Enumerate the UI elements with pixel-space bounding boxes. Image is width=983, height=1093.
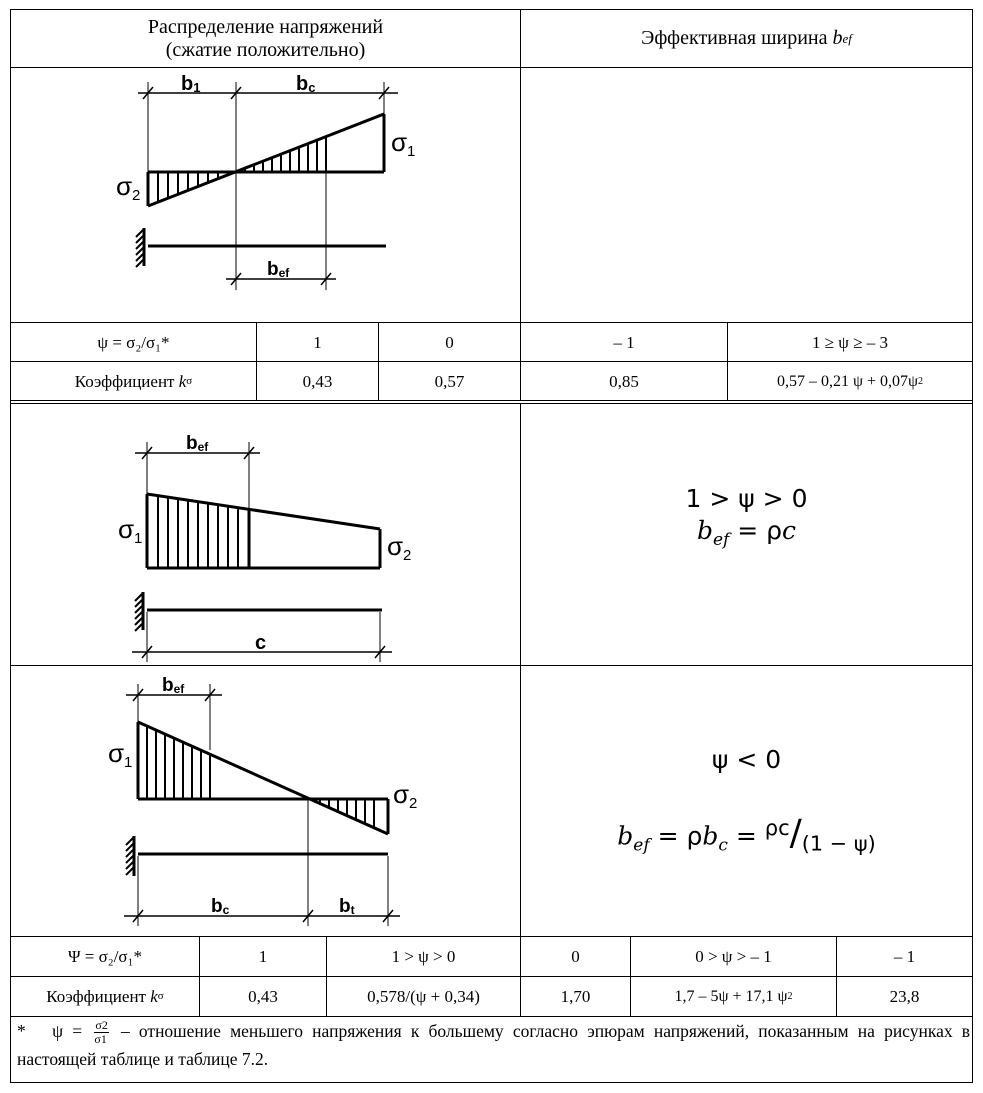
formula2-lhs: b [696, 516, 713, 545]
t1-psi-value [379, 323, 520, 361]
formula3-lhs-sub: ef [633, 835, 650, 856]
t2-k-label [11, 977, 199, 1016]
footnote [17, 1018, 970, 1073]
t1-k-formula-sup: 2 [918, 375, 924, 387]
t2-k-label-text: Коэффициент [46, 987, 151, 1006]
label-sigma2: σ2 [387, 531, 412, 564]
t2-k-formula-sup: 2 [787, 991, 793, 1002]
t2-k-fraction: 0,578/(ψ + 0,34) [367, 987, 480, 1006]
footnote-text: – отношение меньшего напряжения к большему согласно эпюрам напряжений, показанным на рисунках в настоящей таблице и таблице 7.2. [17, 1021, 971, 1070]
t2-psi-label [11, 937, 199, 976]
t2-k-formula [631, 977, 836, 1016]
formula3-eq1: = ρ [649, 821, 703, 851]
label-bc: bc [211, 896, 230, 917]
footnote-psi: ψ = [52, 1021, 83, 1041]
label-sigma1: σ1 [118, 514, 143, 547]
formula3-mid-sub: c [718, 835, 728, 856]
t1-k-formula [728, 362, 972, 400]
header-col1-line2: (сжатие положительно) [165, 38, 366, 61]
t1-psi-value [728, 323, 972, 361]
t2-k-sub: σ [157, 990, 164, 1002]
label-sigma2: σ2 [393, 779, 418, 812]
header-col2-sub: ef [842, 31, 852, 46]
t2-psi-value [631, 937, 836, 976]
header-stress-distribution [11, 10, 520, 67]
header-col2-text: Эффективная ширина [641, 27, 833, 49]
formula3-eq2: = [727, 821, 765, 851]
formula3-num: ρc [764, 816, 790, 840]
header-col1-line1: Распределение напряжений [147, 15, 384, 38]
t1-k-symbol: k [178, 371, 187, 391]
t2-psi-minus1: – 1 [893, 947, 916, 966]
t1-psi-0: 0 [445, 332, 454, 352]
header-col2-symbol: b [832, 27, 843, 49]
formula3-condition: ψ < 0 [711, 745, 782, 774]
t2-psi-range1: 1 > ψ > 0 [391, 947, 456, 966]
stress-diagram-1 [100, 70, 416, 320]
footnote-fraction [94, 1019, 108, 1046]
stress-diagram-2 [100, 425, 412, 665]
t1-k-0-85: 0,85 [609, 371, 639, 391]
formula2-lhs-sub: ef [712, 530, 730, 550]
formula2-equation [521, 515, 972, 556]
t1-k-0-43: 0,43 [302, 371, 333, 391]
label-bc: bc [296, 73, 316, 95]
stress-diagram-3 [100, 668, 420, 934]
formula-case-negative [521, 744, 972, 861]
t1-psi-value [257, 323, 378, 361]
t2-k-formula-text: 1,7 – 5ψ + 17,1 ψ [674, 988, 788, 1005]
t1-psi-label [11, 323, 256, 361]
label-b1: b1 [181, 73, 201, 95]
t1-k-value [257, 362, 378, 400]
t2-k-value [837, 977, 972, 1016]
t2-k-value [521, 977, 630, 1016]
formula3-equation [521, 812, 972, 861]
t1-k-formula-text: 0,57 – 0,21 ψ + 0,07ψ [776, 372, 919, 390]
t1-k-label-text: Коэффициент [74, 371, 179, 391]
t2-psi-label-text: Ψ = σ₂/σ₁* [67, 947, 143, 966]
t2-k-1-70: 1,70 [560, 987, 591, 1006]
label-bef: bef [186, 433, 209, 454]
label-bt: bt [339, 896, 355, 917]
formula3-den: (1 − ψ) [801, 831, 876, 856]
t2-k-value [200, 977, 326, 1016]
t2-psi-0: 0 [571, 947, 580, 966]
t2-psi-range2: 0 > ψ > – 1 [695, 947, 772, 966]
t2-k-value [327, 977, 520, 1016]
footnote-frac-den: σ1 [94, 1032, 107, 1047]
t2-psi-value [327, 937, 520, 976]
formula3-slash: / [789, 812, 802, 854]
t1-k-value [379, 362, 520, 400]
t2-psi-value [521, 937, 630, 976]
formula-case-positive [521, 483, 972, 556]
footnote-star: * [17, 1021, 26, 1041]
t1-psi-minus1: – 1 [613, 332, 635, 352]
t2-psi-value [837, 937, 972, 976]
t1-psi-value [521, 323, 727, 361]
t1-k-0-57: 0,57 [434, 371, 465, 391]
formula2-condition: 1 > ψ > 0 [685, 484, 808, 513]
label-sigma1: σ1 [391, 127, 416, 160]
footnote-frac-num: σ2 [95, 1018, 108, 1033]
t1-psi-label-text: ψ = σ₂/σ₁* [97, 332, 170, 352]
label-c: c [255, 632, 267, 654]
label-bef: bef [267, 259, 290, 280]
label-sigma2: σ2 [116, 171, 141, 204]
t1-k-label [11, 362, 256, 400]
t1-psi-1: 1 [313, 332, 322, 352]
t2-psi-value [200, 937, 326, 976]
formula2-rhs: = ρ [729, 516, 783, 545]
label-sigma1: σ1 [108, 738, 133, 771]
formula3-mid: b [702, 821, 719, 851]
formula2-rhs-var: c [782, 516, 797, 545]
t1-k-sub: σ [186, 374, 193, 387]
t1-psi-range: 1 ≥ ψ ≥ – 3 [811, 332, 889, 352]
formula3-lhs: b [617, 821, 634, 851]
header-effective-width [521, 10, 972, 67]
t2-psi-1: 1 [258, 947, 268, 966]
t2-k-23-8: 23,8 [889, 987, 920, 1006]
label-bef: bef [162, 675, 185, 696]
t2-k-symbol: k [150, 987, 158, 1006]
t1-k-value [521, 362, 727, 400]
t2-k-0-43: 0,43 [248, 987, 278, 1006]
